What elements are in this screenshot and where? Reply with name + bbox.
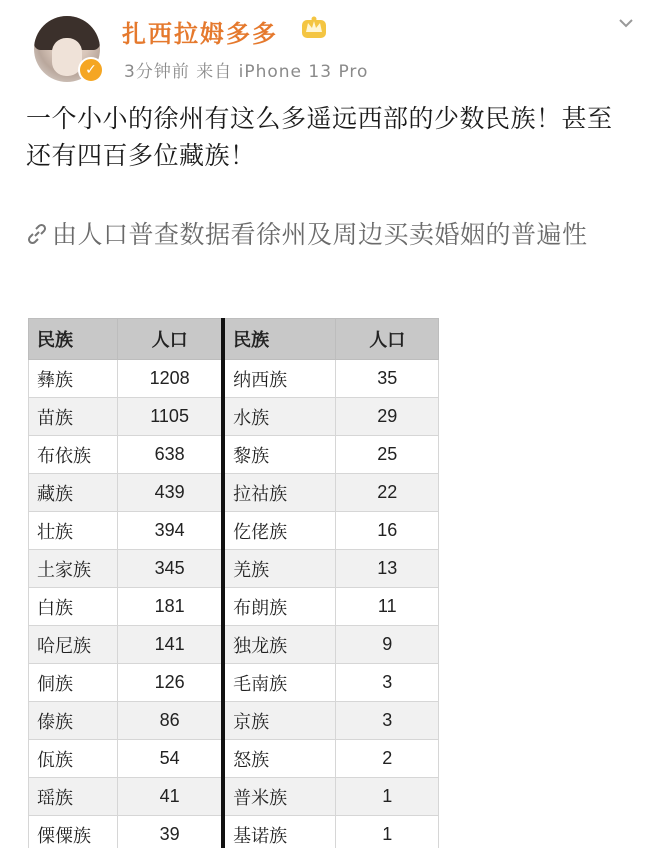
table-cell: 普米族 bbox=[223, 778, 336, 816]
table-cell: 11 bbox=[336, 588, 439, 626]
table-cell: 白族 bbox=[29, 588, 118, 626]
post-source: 来自 iPhone 13 Pro bbox=[196, 62, 368, 82]
table-cell: 394 bbox=[118, 512, 223, 550]
table-cell: 拉祜族 bbox=[223, 474, 336, 512]
table-row bbox=[29, 588, 439, 626]
table-row bbox=[29, 740, 439, 778]
table-header: 民族 bbox=[29, 319, 118, 360]
table-cell: 22 bbox=[336, 474, 439, 512]
table-cell: 1 bbox=[336, 778, 439, 816]
table-cell: 傣族 bbox=[29, 702, 118, 740]
table-row bbox=[29, 398, 439, 436]
table-cell: 羌族 bbox=[223, 550, 336, 588]
table-row bbox=[29, 626, 439, 664]
table-cell: 2 bbox=[336, 740, 439, 778]
table-cell: 布朗族 bbox=[223, 588, 336, 626]
table-cell: 54 bbox=[118, 740, 223, 778]
crown-icon bbox=[300, 14, 328, 40]
table-cell: 京族 bbox=[223, 702, 336, 740]
table-row bbox=[29, 702, 439, 740]
table-row bbox=[29, 436, 439, 474]
table-cell: 29 bbox=[336, 398, 439, 436]
table-cell: 345 bbox=[118, 550, 223, 588]
table-cell: 126 bbox=[118, 664, 223, 702]
table-cell: 傈僳族 bbox=[29, 816, 118, 848]
table-cell: 41 bbox=[118, 778, 223, 816]
table-cell: 39 bbox=[118, 816, 223, 848]
table-cell: 彝族 bbox=[29, 360, 118, 398]
table-row bbox=[29, 816, 439, 848]
table-cell: 侗族 bbox=[29, 664, 118, 702]
table-cell: 土家族 bbox=[29, 550, 118, 588]
table-cell: 141 bbox=[118, 626, 223, 664]
table-header: 民族 bbox=[223, 319, 336, 360]
table-cell: 3 bbox=[336, 664, 439, 702]
post-text: 一个小小的徐州有这么多遥远西部的少数民族！甚至还有四百多位藏族！ bbox=[26, 100, 626, 174]
table-cell: 瑶族 bbox=[29, 778, 118, 816]
table-row bbox=[29, 474, 439, 512]
table-cell: 藏族 bbox=[29, 474, 118, 512]
table-cell: 9 bbox=[336, 626, 439, 664]
post-time: 3分钟前 bbox=[124, 62, 190, 82]
table-cell: 水族 bbox=[223, 398, 336, 436]
table-cell: 毛南族 bbox=[223, 664, 336, 702]
population-table bbox=[28, 318, 439, 848]
table-cell: 13 bbox=[336, 550, 439, 588]
username[interactable]: 扎西拉姆多多 bbox=[122, 14, 278, 49]
table-cell: 3 bbox=[336, 702, 439, 740]
table-cell: 基诺族 bbox=[223, 816, 336, 848]
table-cell: 1208 bbox=[118, 360, 223, 398]
post-meta bbox=[124, 57, 368, 82]
table-row bbox=[29, 550, 439, 588]
table-cell: 638 bbox=[118, 436, 223, 474]
table-row bbox=[29, 512, 439, 550]
verified-badge-icon: ✓ bbox=[78, 57, 104, 83]
table-cell: 仡佬族 bbox=[223, 512, 336, 550]
table-cell: 独龙族 bbox=[223, 626, 336, 664]
table-row bbox=[29, 360, 439, 398]
table-cell: 181 bbox=[118, 588, 223, 626]
table-cell: 16 bbox=[336, 512, 439, 550]
table-row bbox=[29, 664, 439, 702]
table-header: 人口 bbox=[118, 319, 223, 360]
table-cell: 25 bbox=[336, 436, 439, 474]
table-cell: 布依族 bbox=[29, 436, 118, 474]
table-cell: 黎族 bbox=[223, 436, 336, 474]
table-cell: 86 bbox=[118, 702, 223, 740]
post-link[interactable] bbox=[26, 216, 626, 253]
table-row bbox=[29, 778, 439, 816]
population-table-image[interactable] bbox=[28, 318, 439, 848]
table-cell: 1105 bbox=[118, 398, 223, 436]
table-header-row bbox=[29, 319, 439, 360]
table-cell: 439 bbox=[118, 474, 223, 512]
table-cell: 怒族 bbox=[223, 740, 336, 778]
table-cell: 苗族 bbox=[29, 398, 118, 436]
table-header: 人口 bbox=[336, 319, 439, 360]
table-cell: 哈尼族 bbox=[29, 626, 118, 664]
table-cell: 壮族 bbox=[29, 512, 118, 550]
chevron-down-icon[interactable] bbox=[617, 14, 635, 32]
table-cell: 1 bbox=[336, 816, 439, 848]
post-link-text: 由人口普查数据看徐州及周边买卖婚姻的普遍性 bbox=[52, 220, 588, 249]
link-icon bbox=[26, 223, 48, 245]
table-cell: 35 bbox=[336, 360, 439, 398]
table-cell: 纳西族 bbox=[223, 360, 336, 398]
table-cell: 佤族 bbox=[29, 740, 118, 778]
